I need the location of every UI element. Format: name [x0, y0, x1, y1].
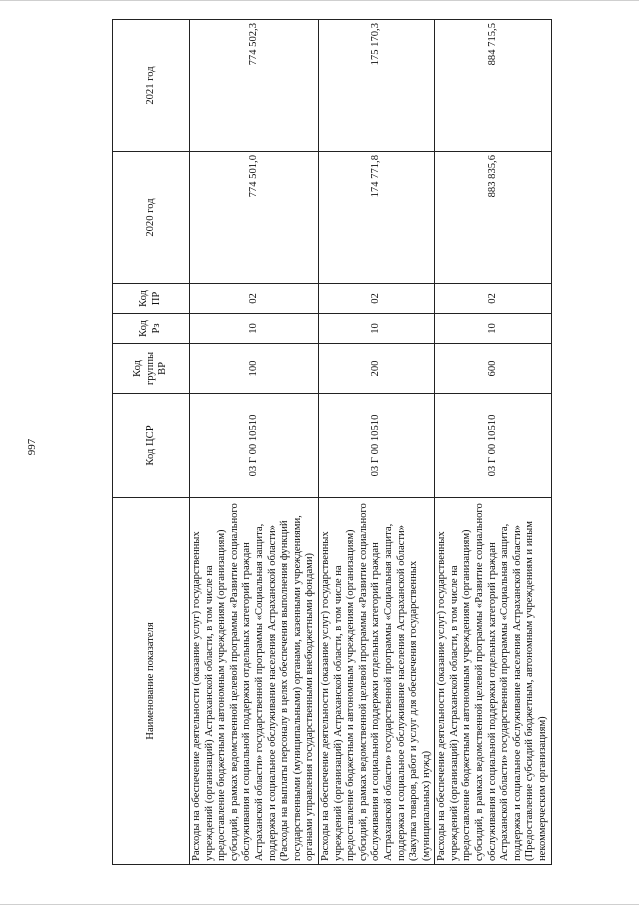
header-pr: Код ПР — [113, 284, 190, 314]
row-name: Расходы на обеспечение деятельности (оказание услуг) государственных учреждений (организаций) Астраханской области, в том числе на предоставление бюджетным и автономным учреждениям (организациям) субсидий, в рамках ведомственной целевой программы «Развитие социального обслуживания и социальной поддержки отдельных категорий граждан Астраханской области» государственной программы «Социальная защита, поддержка и социальное обслуживание населения Астраханской области» (Закупка товаров, работ и услуг для обеспечения государственных (муниципальных) нужд) — [318, 498, 434, 865]
header-2020: 2020 год — [113, 152, 190, 284]
row-vr: 100 — [190, 344, 319, 394]
table-header-row — [113, 20, 190, 865]
row-rz: 10 — [318, 314, 434, 344]
budget-table — [112, 19, 552, 865]
header-rz: Код Рз — [113, 314, 190, 344]
table-row — [190, 20, 319, 865]
row-csr: 03 Г 00 10510 — [190, 394, 319, 498]
table-rotated-container — [112, 20, 549, 865]
row-pr: 02 — [190, 284, 319, 314]
table-row — [318, 20, 434, 865]
row-name: Расходы на обеспечение деятельности (оказание услуг) государственных учреждений (организаций) Астраханской области, в том числе на предоставление бюджетным и автономным учреждениям (организациям) субсидий, в рамках ведомственной целевой программы «Развитие социального обслуживания и социальной поддержки отдельных категорий граждан Астраханской области» государственной программы «Социальная защита, поддержка и социальное обслуживание населения Астраханской области» (Расходы на выплаты персоналу в целях обеспечения выполнения функций государственными (муниципальными) органами, казенными учреждениями, органами управления государственными внебюджетными фондами) — [190, 498, 319, 865]
row-2020: 174 771,8 — [318, 152, 434, 284]
table-row — [435, 20, 551, 865]
row-vr: 600 — [435, 344, 551, 394]
row-2020: 774 501,0 — [190, 152, 319, 284]
row-csr: 03 Г 00 10510 — [435, 394, 551, 498]
header-name: Наименование показателя — [113, 498, 190, 865]
row-2021: 774 502,3 — [190, 20, 319, 152]
row-2021: 175 170,3 — [318, 20, 434, 152]
row-name: Расходы на обеспечение деятельности (оказание услуг) государственных учреждений (организаций) Астраханской области, в том числе на предоставление бюджетным и автономным учреждениям (организациям) субсидий, в рамках ведомственной целевой программы «Развитие социального обслуживания и социальной поддержки отдельных категорий граждан Астраханской области» государственной программы «Социальная защита, поддержка и социальное обслуживание населения Астраханской области» (Предоставление субсидий бюджетным, автономным учреждениям и иным некоммерческим организациям) — [435, 498, 551, 865]
row-2021: 884 715,5 — [435, 20, 551, 152]
header-csr: Код ЦСР — [113, 394, 190, 498]
row-rz: 10 — [435, 314, 551, 344]
page-number: 997 — [26, 438, 38, 456]
row-pr: 02 — [435, 284, 551, 314]
row-pr: 02 — [318, 284, 434, 314]
row-csr: 03 Г 00 10510 — [318, 394, 434, 498]
scan-edge-top — [0, 0, 639, 1]
row-rz: 10 — [190, 314, 319, 344]
header-2021: 2021 год — [113, 20, 190, 152]
row-2020: 883 835,6 — [435, 152, 551, 284]
row-vr: 200 — [318, 344, 434, 394]
header-vr: Код группы ВР — [113, 344, 190, 394]
